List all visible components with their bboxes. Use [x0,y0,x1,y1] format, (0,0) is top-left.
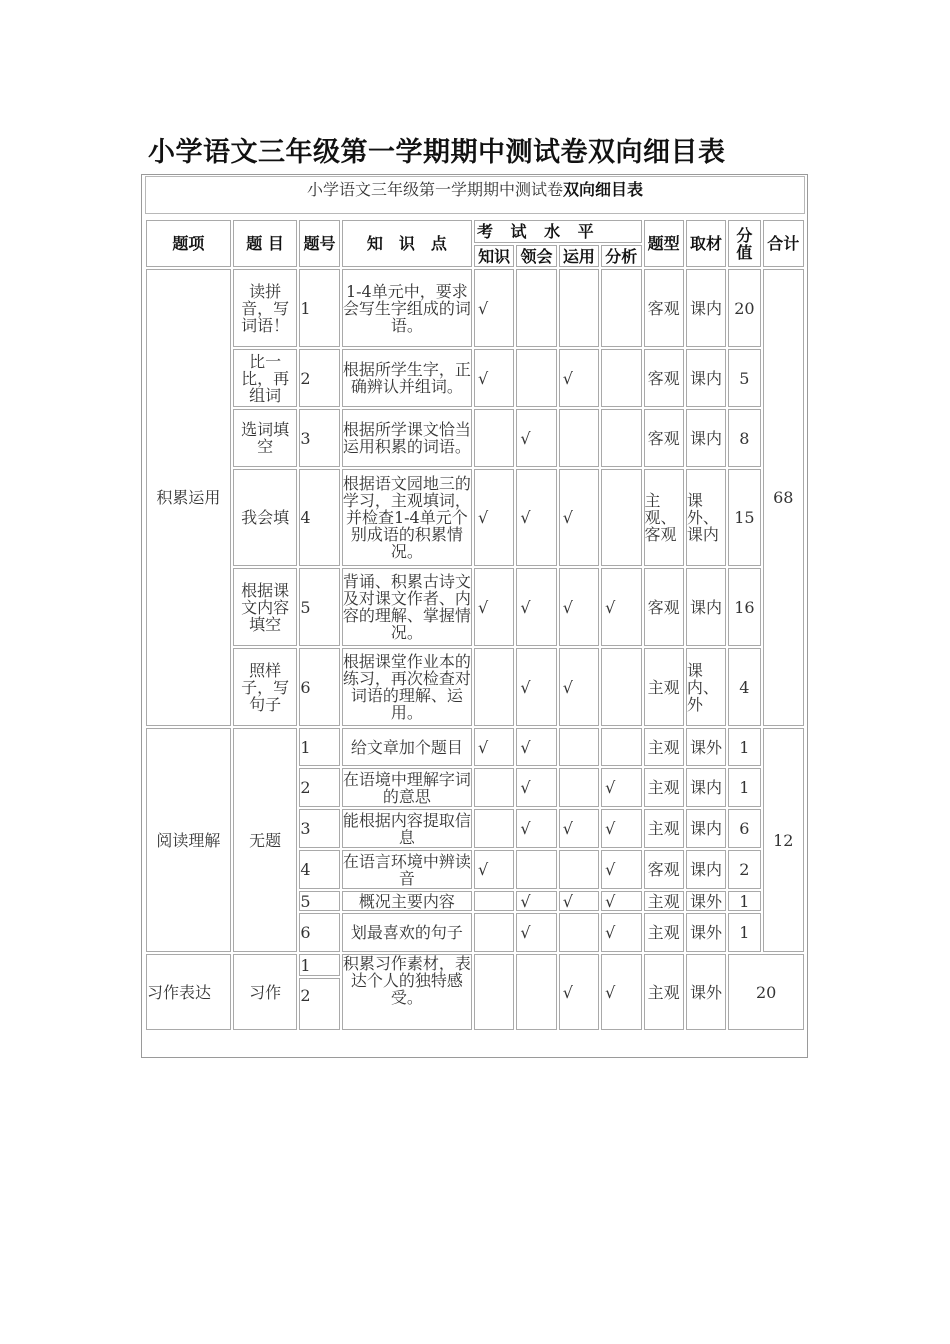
knowledge-point: 在语言环境中辨读音 [342,851,471,888]
header-level-analysis: 分析 [601,245,641,267]
question-type: 主观 [644,728,684,766]
check-knowledge [474,768,514,807]
question-number: 6 [299,648,339,726]
knowledge-point: 根据所学课文恰当运用积累的词语。 [342,409,472,467]
question-source: 课外 [686,891,726,911]
question-number: 1 [299,269,339,347]
question-score: 2 [728,850,760,889]
check-knowledge [474,409,514,467]
check-analysis: √ [601,809,641,848]
header-question: 题 目 [233,220,298,267]
question-type: 客观 [644,349,684,407]
question-number: 4 [299,850,339,889]
table-row [146,409,804,467]
section-name-text: 习作表达 [147,982,212,1002]
check-analysis [601,648,641,726]
check-application: √ [559,568,599,646]
question-source: 课内 [686,409,726,467]
question-number: 2 [299,978,339,1030]
question-score: 1 [728,891,760,911]
question-type: 主观 [644,954,684,1030]
question-number: 3 [299,409,339,467]
question-title: 根据课文内容填空 [233,568,298,646]
knowledge-point: 1-4单元中，要求会写生字组成的词语。 [342,269,472,347]
question-title: 我会填 [233,469,298,566]
question-number: 5 [299,568,339,646]
question-score: 15 [728,469,760,566]
knowledge-point: 在语境中理解字词的意思 [342,769,471,806]
check-knowledge: √ [474,568,514,646]
question-type: 客观 [644,409,684,467]
check-knowledge: √ [474,349,514,407]
header-score: 分值 [728,220,760,267]
section-total: 68 [763,269,804,726]
check-knowledge [474,891,514,911]
specification-table [144,218,806,1032]
question-type: 主观 [644,913,684,952]
check-comprehension: √ [516,568,556,646]
question-type: 主观 [644,768,684,807]
check-analysis: √ [601,768,641,807]
check-knowledge [474,913,514,952]
check-comprehension: √ [516,809,556,848]
table-row [146,469,804,566]
header-item: 题项 [146,220,231,267]
check-comprehension [516,349,556,407]
check-knowledge [474,648,514,726]
header-level-comprehension: 领会 [516,245,556,267]
check-analysis [601,728,641,766]
check-knowledge: √ [474,728,514,766]
check-application [559,913,599,952]
table-row [146,349,804,407]
check-comprehension: √ [516,891,556,911]
question-type: 客观 [644,269,684,347]
knowledge-point: 能根据内容提取信息 [342,810,471,847]
section-total: 12 [763,728,804,952]
check-application: √ [559,891,599,911]
question-source: 课内 [686,269,726,347]
check-analysis: √ [601,954,641,1030]
question-title: 无题 [233,728,298,952]
check-application [559,409,599,467]
check-application [559,269,599,347]
question-title: 照样子，写句子 [233,648,298,726]
table-row [146,269,804,347]
question-score: 1 [728,768,760,807]
question-number: 2 [299,349,339,407]
knowledge-point: 积累习作素材，表达个人的独特感受。 [342,954,472,1030]
section-name: 积累运用 [146,269,231,726]
knowledge-point: 划最喜欢的句子 [342,913,472,952]
check-application [559,768,599,807]
check-analysis: √ [601,850,641,889]
header-type: 题型 [644,220,684,267]
table-row [146,728,804,766]
question-score: 1 [728,913,760,952]
knowledge-point: 根据所学生字，正确辨认并组词。 [342,349,472,407]
check-application: √ [559,809,599,848]
check-analysis: √ [601,913,641,952]
question-number: 2 [299,768,339,807]
question-source: 课外 [686,913,726,952]
question-score: 20 [728,954,804,1030]
question-source: 课外 [686,728,726,766]
caption-bold: 双向细目表 [563,180,644,199]
question-number: 4 [299,469,339,566]
check-analysis [601,349,641,407]
header-number: 题号 [299,220,339,267]
caption-normal: 小学语文三年级第一学期期中测试卷 [306,180,563,199]
question-source: 课内 [686,850,726,889]
question-source: 课外 [686,954,726,1030]
question-source: 课内、外 [686,648,726,726]
table-row [146,954,804,976]
document-title: 小学语文三年级第一学期期中测试卷双向细目表 [148,137,726,168]
check-comprehension: √ [516,913,556,952]
question-title: 比一比，再组词 [233,349,298,407]
header-knowledge: 知 识 点 [342,220,472,267]
table-row [146,568,804,646]
knowledge-point: 根据课堂作业本的练习，再次检查对词语的理解、运用。 [342,648,472,726]
question-score: 1 [728,728,760,766]
header-total: 合计 [763,220,804,267]
header-level-knowledge: 知识 [474,245,514,267]
knowledge-point: 概况主要内容 [342,891,472,911]
question-number: 1 [299,954,339,976]
check-knowledge [474,954,514,1030]
question-type: 主观 [644,891,684,911]
header-level-application: 运用 [559,245,599,267]
question-source: 课外、课内 [686,469,726,566]
section-name: 阅读理解 [146,728,231,952]
check-application: √ [559,349,599,407]
check-application: √ [559,954,599,1030]
check-analysis [601,269,641,347]
question-title: 读拼音，写词语！ [233,269,298,347]
check-knowledge: √ [474,850,514,889]
question-type: 主观、客观 [644,469,684,566]
question-score: 5 [728,349,760,407]
section-name [146,954,231,1030]
header-level: 考 试 水 平 [474,220,642,243]
question-type: 主观 [644,809,684,848]
table-caption [145,176,805,214]
check-comprehension: √ [516,728,556,766]
question-score: 4 [728,648,760,726]
question-score: 16 [728,568,760,646]
question-number: 6 [299,913,339,952]
knowledge-point: 背诵、积累古诗文及对课文作者、内容的理解、掌握情况。 [342,568,472,646]
check-application [559,728,599,766]
check-comprehension [516,269,556,347]
question-source: 课内 [686,349,726,407]
question-type: 主观 [644,648,684,726]
knowledge-point: 给文章加个题目 [342,728,472,766]
question-number: 1 [299,728,339,766]
check-knowledge: √ [474,469,514,566]
question-score: 20 [728,269,760,347]
question-score: 6 [728,809,760,848]
check-knowledge [474,809,514,848]
question-source: 课内 [686,809,726,848]
question-source: 课内 [686,568,726,646]
check-comprehension: √ [516,768,556,807]
knowledge-point: 根据语文园地三的学习，主观填词，并检查1-4单元个别成语的积累情况。 [342,469,472,566]
check-comprehension: √ [516,648,556,726]
check-analysis [601,469,641,566]
check-analysis [601,409,641,467]
check-comprehension: √ [516,409,556,467]
check-application: √ [559,648,599,726]
question-score: 8 [728,409,760,467]
check-analysis: √ [601,568,641,646]
question-type: 客观 [644,850,684,889]
header-source: 取材 [686,220,726,267]
check-analysis: √ [601,891,641,911]
check-application: √ [559,469,599,566]
question-type: 客观 [644,568,684,646]
question-number: 3 [299,809,339,848]
question-source: 课内 [686,768,726,807]
question-number: 5 [299,891,339,911]
check-knowledge: √ [474,269,514,347]
table-row [146,648,804,726]
check-comprehension [516,954,556,1030]
check-comprehension [516,850,556,889]
check-comprehension: √ [516,469,556,566]
question-title: 选词填空 [233,409,298,467]
check-application [559,850,599,889]
question-title: 习作 [233,954,298,1030]
